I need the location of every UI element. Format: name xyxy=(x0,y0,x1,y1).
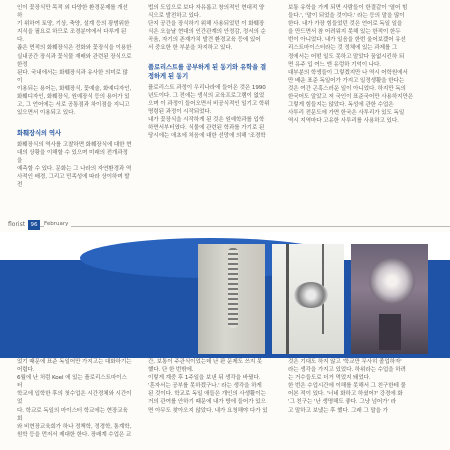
paragraph-line: 서 중요한 한 부분을 차지하고 있다. xyxy=(148,45,233,52)
paragraph-line: 을 만드면서 참 어려워지 못해 있는 한적이 한두 xyxy=(288,29,401,36)
paragraph-line: 이용되는 용어는, 화훼장식, 꽃예술, 화예디자인, xyxy=(17,85,132,92)
top-column-1 xyxy=(17,4,132,189)
paragraph-line: 번이 아니었다. 내가 일음을 한번 울어보겠어 유선 xyxy=(288,37,406,44)
blossom xyxy=(369,258,415,304)
paragraph-line: 단지 공간을 장식하기 위해 사용되었던 이 화훼장 xyxy=(148,21,265,28)
paragraph-line: 곡움, 자기의 존재가치 발견 환경교육 등에 있어 xyxy=(148,37,261,44)
paragraph-line: 한국어도 알았고 저 국인이 표준국어만 사용하지만은 xyxy=(288,94,414,101)
paragraph-line: 면 아무도 찾아오지 않았다. 내가 요청해야 다가 있 xyxy=(148,407,268,414)
paragraph-line: 내가 꽃장식을 시작하게 된 것은 원예학과를 입학 xyxy=(148,116,265,123)
paragraph-line: 법의 도입으로 보다 자유롭고 창의적인 현대적 양 xyxy=(148,5,265,11)
paragraph-line: 는 거수들도로 더거 먹었지 돼었다. xyxy=(288,375,371,382)
magazine-title: florist xyxy=(8,221,26,228)
paragraph-line: 식은 오늘날 현대의 인간관계의 안정감, 정서의 순 xyxy=(148,29,266,36)
paragraph-line: 학교에 입학한 후의 첫수업은 시간정체와 시간이었 xyxy=(17,391,132,406)
top-column-3 xyxy=(288,4,426,125)
paragraph-line: 라는 생각을 가지고 있었다. 하위라는 수업을 하려 xyxy=(288,367,406,374)
paragraph-line: 하면서부터였다. 식물에 관련된 학과를 가기로 된 xyxy=(148,125,265,132)
paragraph-line: 고 말하고 보냈는 후 했다. 그래 그 말을 가 xyxy=(288,407,388,414)
paragraph-line: '그 친구는 '난 생명해도 좋다. 그냥 넘어가' 라 xyxy=(288,399,396,406)
paragraph-line: 인이 꽃장식만 목적 외 다양한 환경문제를 개선하 xyxy=(17,5,128,20)
section-heading: 플로리스트를 공부하게 된 동기와 유학을 결정하게 된 동기 xyxy=(148,63,267,81)
paragraph-line: 들다.', '말이 되었을 것이다.' 라는 등의 말을 많이 xyxy=(288,13,405,20)
bottom-column-1 xyxy=(17,358,132,439)
footer-divider xyxy=(36,226,450,227)
paragraph-line: 것은 여간 곤혹스러운 일이 아니었다. 하지만 독의 xyxy=(288,85,406,92)
paragraph-line: 으며 이 과정이 들어오면서 비공식적인 일기고 학위 xyxy=(148,100,270,107)
photo-flower-arrangement xyxy=(351,244,428,354)
paragraph-line: 역시 지역마다 고유한 사투리를 사용하고 있다. xyxy=(288,118,399,125)
paragraph-line: 화훼장식의 역사를 고찰하면 화훼장식에 대한 현 xyxy=(17,141,132,148)
paragraph-line: 대의 상황을 이해할 수 있으며 미래의 전개과정을 xyxy=(17,149,128,164)
paragraph-line: 년도이다. 그 전에는 생식의 교육프로그램이 없었 xyxy=(148,92,265,99)
paragraph-line: 했다. 단 한 번밖에. xyxy=(148,367,194,374)
paragraph-line: 있으면서 이용되고 있다. xyxy=(17,110,76,117)
paragraph-line: 명령된 과정이 시작되었다. xyxy=(148,108,212,115)
paragraph-line: 사적인 배경, 그리고 민족성에 따라 상이하며 발전 xyxy=(17,174,130,189)
issue-month: February xyxy=(44,221,71,227)
paragraph-line: 그렇게 힘들지는 않았다. 독성에 관한 수업은 xyxy=(288,102,394,109)
paragraph-line: 어본 적이 있다. '너네 화하고 하셨어?' 강경에 화 xyxy=(288,391,403,398)
paragraph-line: 된 것이다. 학교로 독일 애들은 개인의 사생활이는 xyxy=(148,391,266,398)
paragraph-line: 보통 유학을 가게 되면 사람들이 한결같이 '열어 힘 xyxy=(288,5,408,11)
paragraph-line: 리스트마이스터라는 것 정체에 있는 과제를 그 xyxy=(288,45,398,52)
paragraph-line: 대부분의 학생들이 그렇겠지만 나 역시 어학원에서 xyxy=(288,69,408,76)
paragraph-line: '혼자서는 공부를 못하겠구나.' 라는 생각을 하게 xyxy=(148,383,262,390)
photo-hanging-ornament xyxy=(198,244,265,354)
paragraph-line: 화훼디자인, 화훼장식, 원예장식 등의 용어가 있 xyxy=(17,94,130,101)
paragraph-line: 고, 그 언어에는 서로 공통점과 차이점을 지니고 xyxy=(17,102,130,109)
bottom-column-3 xyxy=(288,358,426,415)
photo-flower-stems xyxy=(272,244,344,354)
page-footer xyxy=(0,220,450,232)
paragraph-line: 사투리 전문도에 가면 한국은 사투리가 있도 독일 xyxy=(288,110,405,117)
paragraph-line: 것은 기대도 하지 않고 '학교만 무사히 졸업하자' xyxy=(288,359,402,365)
ornament-strand xyxy=(228,248,238,328)
paragraph-line: 당시에는 애초에 처음에 대한 선망에 의해 '조경학 xyxy=(148,133,266,140)
paragraph-line: 와 비현장교육회가 하나 정책학, 정경학, 통계학, xyxy=(17,423,132,430)
paragraph-line: 이렇게 계중 후 1주일을 보낸 뒤 생각을 바꿨다. xyxy=(148,375,261,382)
paragraph-line: 원학 등을 먼저서 제대한 한다. 장래계 수업은 교 xyxy=(17,431,132,438)
paragraph-line: 면 유주 입 여느 엔 유렁하 기억이 나다. xyxy=(288,61,381,68)
bottom-column-2 xyxy=(148,358,271,415)
paragraph-line: 플로리스트 과정이 우리나라에 들어온 것은 1990 xyxy=(148,84,266,91)
paragraph-line: 식으로 발전하고 있다. xyxy=(148,13,201,20)
paragraph-line: 지식을 필요로 하므로 조경분야에서 다루게 된다. xyxy=(17,29,127,44)
paragraph-line: 예측할 수 있다. 문화는 그 나라의 자연환경과 역 xyxy=(17,166,132,173)
flower-head xyxy=(294,282,328,308)
paragraph-line: 된다. 국내에서는 화훼장식과 유사한 의미로 많이 xyxy=(17,69,128,84)
vase xyxy=(379,314,401,350)
paragraph-line: 거의 관여를 안하기 때문에 내가 방에 들어가 있으 xyxy=(148,399,266,406)
page-number: 96 xyxy=(28,220,40,230)
top-column-2 xyxy=(148,4,271,140)
paragraph-line: 기 위하여 토양, 기상, 축양, 설계 등의 광범위한 xyxy=(17,21,130,28)
paragraph-line: 다. 학교로 독일의 마이스터 학교에는 현장교육회 xyxy=(17,407,128,422)
paragraph-line: 었기 때문에 표준 독일어만 가지고는 대화하기는 xyxy=(17,359,132,365)
paragraph-line: 정에서는 어떤 일도 못하고 맡았다 꿈없시킨하 되 xyxy=(288,53,405,60)
paragraph-line: 한다. 내가 가장 힘들었던 것은 언어로 독일 일을 xyxy=(288,21,403,28)
paragraph-line: 6월에 난 처럼 Koel 에 있는 플로리스트마이스터 xyxy=(17,375,127,390)
paragraph-line: 실내공간 장식과 꽃식물 재배와 관련된 장식으로 한정 xyxy=(17,53,132,68)
paragraph-line: 만 배운 표준 독일어가 가지고 일정생활을 한다는 xyxy=(288,77,405,84)
paragraph-line: 간, 보통이 주관식이었는데 난 판 문제도 쓰지 못 xyxy=(148,359,263,365)
paragraph-line: 어렵다. xyxy=(17,367,35,374)
paragraph-line: 좁은 면적의 화훼장식은 전화와 꽃장식을 이용한 xyxy=(17,45,132,52)
stem xyxy=(286,244,289,354)
paragraph-line: 한 번은 수업시간에 이해를 못해서 그 친구한테 물 xyxy=(288,383,406,390)
section-heading: 화훼장식의 역사 xyxy=(17,130,61,138)
